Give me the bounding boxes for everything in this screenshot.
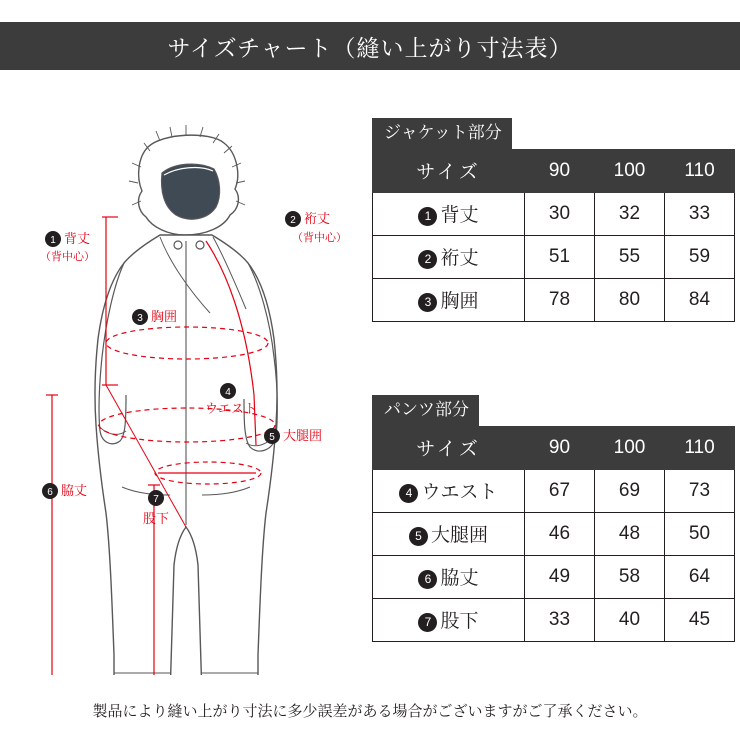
svg-text:大腿囲: 大腿囲: [283, 428, 323, 443]
pants-head-size: サイズ: [373, 426, 525, 469]
jacket-row-label-1: [373, 192, 525, 235]
pants-row-name-7: 股下: [440, 611, 479, 633]
jacket-head-size-100: 100: [595, 149, 665, 192]
jacket-r3-v110: 84: [665, 278, 735, 321]
svg-text:1: 1: [50, 235, 56, 246]
pants-r4-v110: 45: [665, 598, 735, 641]
pants-r2-v100: 48: [595, 512, 665, 555]
table-header-row: [373, 426, 735, 469]
number-badge-5: 5: [409, 527, 428, 546]
jacket-head-size: サイズ: [373, 149, 525, 192]
number-badge-1: 1: [418, 207, 437, 226]
table-row: [373, 192, 735, 235]
svg-text:3: 3: [137, 313, 143, 324]
jacket-r3-v100: 80: [595, 278, 665, 321]
footer-note: 製品により縫い上がり寸法に多少誤差がある場合がございますがご了承ください。: [92, 703, 648, 720]
jacket-r2-v110: 59: [665, 235, 735, 278]
jacket-row-name-2: 裄丈: [440, 248, 479, 270]
pants-row-label-7: [373, 598, 525, 641]
number-badge-3: 3: [418, 293, 437, 312]
svg-text:2: 2: [290, 215, 296, 226]
svg-text:5: 5: [269, 432, 275, 443]
table-header-row: [373, 149, 735, 192]
svg-text:（背中心）: （背中心）: [292, 232, 347, 244]
pants-r2-v110: 50: [665, 512, 735, 555]
jacket-table-caption: ジャケット部分: [372, 118, 512, 149]
pants-r4-v100: 40: [595, 598, 665, 641]
number-badge-7: 7: [418, 613, 437, 632]
jacket-head-size-90: 90: [525, 149, 595, 192]
pants-row-label-4: [373, 469, 525, 512]
pants-head-size-100: 100: [595, 426, 665, 469]
pants-head-size-110: 110: [665, 426, 735, 469]
table-row: [373, 235, 735, 278]
pants-r4-v90: 33: [525, 598, 595, 641]
pants-size-table: [372, 426, 735, 642]
snowsuit-drawing: [40, 125, 347, 675]
number-badge-2: 2: [418, 250, 437, 269]
header-bar: [0, 22, 740, 70]
number-badge-4: 4: [399, 484, 418, 503]
pants-row-label-5: [373, 512, 525, 555]
jacket-size-table: [372, 149, 735, 322]
jacket-head-size-110: 110: [665, 149, 735, 192]
number-badge-6: 6: [418, 570, 437, 589]
pants-r1-v110: 73: [665, 469, 735, 512]
svg-text:裄丈: 裄丈: [304, 211, 331, 226]
pants-row-name-4: ウエスト: [421, 482, 498, 504]
pants-row-name-5: 大腿囲: [430, 525, 488, 547]
svg-text:胸囲: 胸囲: [151, 309, 178, 324]
jacket-r1-v110: 33: [665, 192, 735, 235]
jacket-table-block: [372, 118, 735, 322]
pants-r1-v100: 69: [595, 469, 665, 512]
pants-head-size-90: 90: [525, 426, 595, 469]
pants-r2-v90: 46: [525, 512, 595, 555]
table-row: [373, 598, 735, 641]
svg-text:4: 4: [225, 387, 231, 398]
svg-text:背丈: 背丈: [64, 231, 91, 246]
pants-table-caption: パンツ部分: [372, 395, 479, 426]
table-row: [373, 469, 735, 512]
pants-r1-v90: 67: [525, 469, 595, 512]
svg-text:（背中心）: （背中心）: [40, 251, 95, 263]
svg-text:7: 7: [153, 494, 159, 505]
jacket-r2-v90: 51: [525, 235, 595, 278]
table-row: [373, 512, 735, 555]
jacket-row-label-2: [373, 235, 525, 278]
garment-illustration: [10, 95, 360, 675]
jacket-r3-v90: 78: [525, 278, 595, 321]
jacket-r1-v90: 30: [525, 192, 595, 235]
page-title: サイズチャート（縫い上がり寸法表）: [167, 34, 573, 61]
pants-r3-v90: 49: [525, 555, 595, 598]
jacket-row-name-1: 背丈: [440, 205, 479, 227]
pants-row-name-6: 脇丈: [440, 568, 479, 590]
pants-r3-v100: 58: [595, 555, 665, 598]
svg-text:脇丈: 脇丈: [61, 483, 88, 498]
svg-text:6: 6: [47, 487, 53, 498]
svg-text:ウエスト: ウエスト: [205, 401, 258, 416]
jacket-r2-v100: 55: [595, 235, 665, 278]
pants-row-label-6: [373, 555, 525, 598]
svg-text:股下: 股下: [142, 511, 170, 526]
jacket-r1-v100: 32: [595, 192, 665, 235]
jacket-row-label-3: [373, 278, 525, 321]
jacket-row-name-3: 胸囲: [440, 291, 479, 313]
pants-r3-v110: 64: [665, 555, 735, 598]
table-row: [373, 555, 735, 598]
pants-table-block: [372, 395, 735, 642]
table-row: [373, 278, 735, 321]
